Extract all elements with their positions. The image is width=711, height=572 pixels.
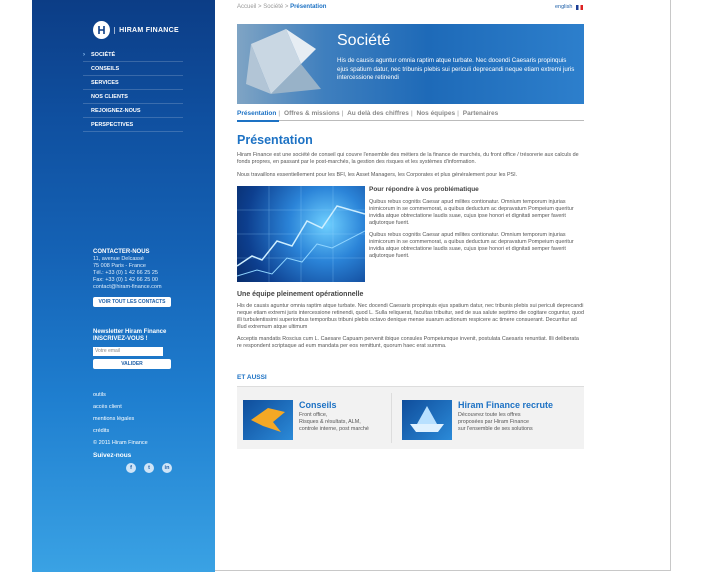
twitter-icon[interactable]: t xyxy=(144,463,154,473)
breadcrumb xyxy=(237,4,326,10)
linkedin-icon[interactable]: in xyxy=(162,463,172,473)
paragraph: Quibus rebus cognitis Caesar apud milites contionatur. Omnium temporum injurias inimicorum in se commemorat, a quibus deductum ac depravatum Pompeium queritur invidia atque obtrectatione laudis suae, cujus ipse honori et dignitati semper faverit adjutorque fuerit. xyxy=(369,199,574,226)
logo-text: HIRAM FINANCE xyxy=(114,27,179,34)
banner-text: His de causis aguntur omnia raptim atque turbate. Nec docendi Caesaris propinquis ejus spatium datur, nec tribunis plebis sui periculi deprecandi neque etiam extremi juris intercessione retinendi xyxy=(337,57,575,81)
intro-paragraph-1: Hiram Finance est une société de conseil qui couvre l'ensemble des métiers de la finance de marchés, du front office / trésorerie aux calculs de fonds propres, en passant par le post-marchés, la gestion des risques et les systèmes d'information. xyxy=(237,152,579,165)
section-text-equipe xyxy=(237,303,584,355)
contact-address-2: 75 008 Paris - France xyxy=(93,263,146,269)
nav-item-conseils[interactable] xyxy=(83,62,183,76)
card-body xyxy=(299,400,369,440)
card-desc-line: controle interne, post marché xyxy=(299,426,369,432)
logo-icon xyxy=(93,21,110,39)
origami-crane-icon xyxy=(241,24,331,104)
nav-item-label: PERSPECTIVES xyxy=(91,121,134,128)
nav-item-perspectives[interactable] xyxy=(83,118,183,132)
breadcrumb-parent[interactable]: Société xyxy=(263,4,284,10)
contact-heading: CONTACTER-NOUS xyxy=(93,249,150,255)
card-desc-line: sur l'ensemble de ses solutions xyxy=(458,426,533,432)
language-label[interactable]: english xyxy=(555,4,573,10)
section-tabs: Présentation | Offres & missions | Au delà des chiffres | Nos équipes | Partenaires xyxy=(237,110,584,121)
newsletter-block xyxy=(93,329,188,369)
contact-fax: Fax: +33 (0) 1 42 66 25 00 xyxy=(93,277,158,283)
card-divider xyxy=(391,393,392,443)
page-title: Présentation xyxy=(237,133,313,147)
contact-address-1: 11, avenue Delcassé xyxy=(93,256,144,262)
nav-item-label: NOS CLIENTS xyxy=(91,93,128,100)
nav-item-label: SERVICES xyxy=(91,79,119,86)
paragraph: His de causis aguntur omnia raptim atque turbate. Nec docendi Caesaris propinquis ejus spatium datur, nec tribunis plebis sui periculi deprecandi neque etiam extremi juris intercessione retinendi, quod L. Sulla reliquerat, facultas tribuitur, sed de sua salute septimo die cogitare coguntur, quod illi turbulentissimi superioribus temporibus tribuni plebis octavo denique mense suarum actionum respicere ac timere consuerant. Decurritur ad illud extremum atque ultimum xyxy=(237,303,584,330)
card-title[interactable]: Hiram Finance recrute xyxy=(458,400,554,410)
breadcrumb-current: Présentation xyxy=(290,4,327,10)
intro-text xyxy=(237,152,584,185)
card-body xyxy=(458,400,553,440)
tab-presentation[interactable]: Présentation xyxy=(237,110,277,117)
card-desc-line: proposées par Hiram Finance xyxy=(458,419,530,425)
tab-nos-equipes[interactable]: Nos équipes xyxy=(416,110,456,117)
nav-item-societe[interactable] xyxy=(83,48,183,62)
banner-title: Société xyxy=(337,32,391,49)
link-credits[interactable]: crédits xyxy=(93,428,110,434)
link-mentions-legales[interactable]: mentions légales xyxy=(93,416,135,422)
et-aussi-cards xyxy=(237,386,584,449)
tab-offres-missions[interactable]: Offres & missions xyxy=(284,110,340,117)
main-nav xyxy=(83,48,183,132)
section-heading-equipe: Une équipe pleinement opérationnelle xyxy=(237,291,364,298)
nav-item-services[interactable] xyxy=(83,76,183,90)
et-aussi-heading: ET AUSSI xyxy=(237,374,267,381)
origami-bird-icon xyxy=(243,400,293,440)
breadcrumb-home[interactable]: Accueil xyxy=(237,4,257,10)
breadcrumb-separator: > xyxy=(284,4,289,10)
card-desc-line: Risques & résultats, ALM, xyxy=(299,419,361,425)
card-title[interactable]: Conseils xyxy=(299,400,337,410)
newsletter-subheading: INSCRIVEZ-VOUS ! xyxy=(93,336,148,342)
contact-tel: Tél.: +33 (0) 1 42 66 25 25 xyxy=(93,270,158,276)
chart-lines-icon xyxy=(237,186,365,282)
active-tab-underline xyxy=(237,120,279,122)
footer-links xyxy=(93,389,148,449)
card-conseils[interactable] xyxy=(243,400,369,440)
arrow-right-icon: › xyxy=(83,51,85,58)
nav-item-label: SOCIÉTÉ xyxy=(91,51,116,58)
follow-heading: Suivez-nous xyxy=(93,452,132,459)
nav-item-rejoignez-nous[interactable] xyxy=(83,104,183,118)
origami-boat-icon xyxy=(402,400,452,440)
uk-flag-icon[interactable] xyxy=(576,5,583,10)
nav-item-nos-clients[interactable] xyxy=(83,90,183,104)
link-acces-client[interactable]: accès client xyxy=(93,404,122,410)
nav-item-label: CONSEILS xyxy=(91,65,120,72)
logo[interactable] xyxy=(93,20,179,40)
tab-au-dela-des-chiffres[interactable]: Au delà des chiffres xyxy=(347,110,409,117)
copyright: © 2011 Hiram Finance xyxy=(93,440,148,446)
banner xyxy=(237,24,584,104)
nav-item-label: REJOIGNEZ-NOUS xyxy=(91,107,141,114)
newsletter-heading: Newsletter Hiram Finance xyxy=(93,329,167,335)
newsletter-email-input[interactable]: Votre email xyxy=(93,347,163,356)
breadcrumb-separator: > xyxy=(258,4,262,10)
intro-paragraph-2: Nous travaillons essentiellement pour les BFI, les Asset Managers, les Corporates et plus généralement pour les PSI. xyxy=(237,172,518,178)
contact-email[interactable]: contact@hiram-finance.com xyxy=(93,284,162,290)
card-desc-line: Front office, xyxy=(299,412,328,418)
language-switch[interactable] xyxy=(555,4,583,10)
paragraph: Quibus rebus cognitis Caesar apud milites contionatur. Omnium temporum injurias inimicorum in se commemorat, a quibus deductum ac depravatum Pompeium queritur invidia atque obtrectatione laudis suae, cujus ipse honori et dignitati semper faverit adjutorque fuerit. xyxy=(369,232,574,259)
card-desc-line: Découvrez toute les offres xyxy=(458,412,521,418)
newsletter-submit-button[interactable]: VALIDER xyxy=(93,359,171,369)
contact-block xyxy=(93,249,188,307)
section-heading-problematique: Pour répondre à vos problématique xyxy=(369,186,479,193)
finance-chart-image xyxy=(237,186,365,282)
paragraph: Acceptis mandatis Roscius cum L. Caesare Capuam pervenit ibique consules Pompeiumque invenit, postulata Caesaris renuntiat. Illi deliberata re respondent scriptaque ad eum mandata per eos remittunt, quorum haec erat summa. xyxy=(237,336,579,349)
social-icons xyxy=(126,463,172,473)
facebook-icon[interactable]: f xyxy=(126,463,136,473)
tab-partenaires[interactable]: Partenaires xyxy=(462,110,499,117)
section-text-problematique xyxy=(369,199,584,265)
link-outils[interactable]: outils xyxy=(93,392,106,398)
all-contacts-button[interactable]: VOIR TOUT LES CONTACTS xyxy=(93,297,171,307)
card-recrute[interactable] xyxy=(402,400,553,440)
